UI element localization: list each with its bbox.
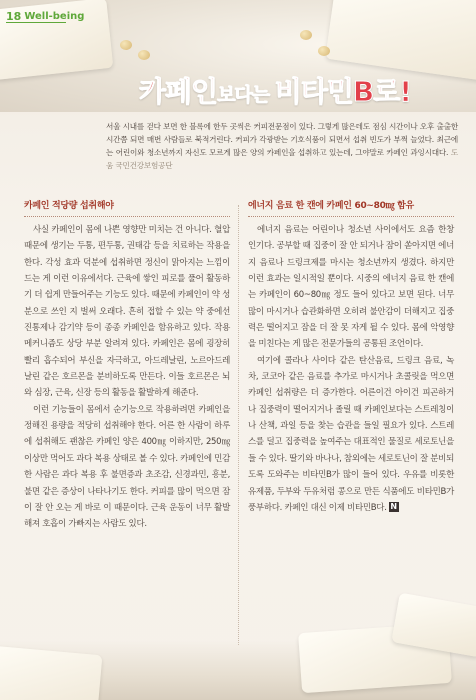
page-number: 18 xyxy=(6,9,22,23)
lead-paragraph xyxy=(106,120,458,172)
left-column xyxy=(24,200,230,533)
tofu-block-image xyxy=(0,645,102,700)
article-title xyxy=(110,70,440,114)
soybean-image xyxy=(138,50,150,60)
section-label: Well-being xyxy=(24,10,85,22)
column-divider xyxy=(238,205,239,645)
title-connector: 보다는 xyxy=(217,84,275,106)
left-paragraph-2: 이런 기능들이 몸에서 순기능으로 작용하려면 카페인을 정해진 용량을 적당히 섭취해야 한다. 어른 한 사람이 하루에 섭취해도 괜찮은 카페인 양은 400㎎ 이하지만, 250㎎ 이상만 먹어도 과다 복용 상태로 볼 수 있다. 카페인에 민감한 사람은 과다 복용 후 불면증과 초조감, 신경과민, 흥분, 불면 같은 증상이 나타나기도 한다. 커피를 많이 먹으면 잠이 잘 안 오는 게 바로 이 때문이다. 근육 운동이 너무 활발해져 호흡이 가빠지는 사람도 있다. xyxy=(24,404,230,530)
right-column xyxy=(248,200,454,516)
right-paragraph-2-text: 여기에 콜라나 사이다 같은 탄산음료, 드링크 음료, 녹차, 코코아 같은 음료를 추가로 마시거나 초콜릿을 먹으면 카페인 섭취량은 더 증가한다. 어른이건 아이건 피곤하거나 집중력이 떨어지거나 졸릴 때 카페인보다는 스트레칭이나 산책, 과일 등을 찾는 습관을 들일 필요가 있다. 스트레스를 덜고 집중력을 높여주는 대표적인 물질로 세로토닌을 들 수 있다. 딸기와 바나나, 참외에는 세로토닌이 잘 분비되도록 도와주는 비타민B가 많이 들어 있다. 우유를 비롯한 유제품, 두부와 두유처럼 콩으로 만든 식품에도 비타민B가 풍부하다. 카페인 대신 이제 비타민B다. xyxy=(248,355,454,513)
lead-text: 서울 시내를 걷다 보면 한 블록에 한두 곳씩은 커피전문점이 있다. 그렇게 많은데도 점심 시간이나 오후 출출한 시간쯤 되면 매번 사람들로 북적거린다. 커피가 각광받는 기호식품이 되면서 섭취 빈도가 부쩍 늘었다. 최근에는 어린이와 청소년까지 자신도 모르게 많은 양의 카페인을 섭취하고 있는데, 그야말로 카페인 과잉시대다. xyxy=(106,122,458,157)
left-column-heading: 카페인 적당량 섭취해야 xyxy=(24,200,230,217)
soybean-image xyxy=(120,40,132,50)
article-end-mark-icon: N xyxy=(390,502,397,512)
title-caffeine: 카페인 xyxy=(138,75,218,108)
right-paragraph-1: 에너지 음료는 어린이나 청소년 사이에서도 요즘 한창 인기다. 공부할 때 집중이 잘 안 되거나 잠이 쏟아지면 에너지 음료나 드링크제를 마시는 청소년까지 생겼다. 하지만 이런 효과는 일시적일 뿐이다. 시중의 에너지 음료 한 캔에는 카페인이 60~80㎎ 정도 들어 있다고 보면 된다. 너무 많이 마시거나 습관화하면 오히려 불안감이 더해지고 집중력은 떨어지고 잠을 더 잘 못 자게 될 수 있다. 몸에 악영향을 미친다는 게 많은 전문가들의 공통된 조언이다. xyxy=(248,225,454,350)
soybean-image xyxy=(300,30,312,40)
right-column-heading: 에너지 음료 한 캔에 카페인 60~80㎎ 함유 xyxy=(248,200,454,217)
title-vitamin-b: 비타민B로! xyxy=(274,75,412,108)
lead-source: 도움 국민건강보험공단 xyxy=(106,148,458,170)
right-paragraph-2 xyxy=(248,353,454,516)
header-rule xyxy=(6,22,66,23)
soybean-image xyxy=(318,46,330,56)
left-paragraph-1: 사실 카페인이 몸에 나쁜 영향만 미치는 건 아니다. 혈압 때문에 생기는 두통, 편두통, 권태감 등을 치료하는 작용을 한다. 각성 효과 덕분에 섭취하면 정신이 맑아지는 느낌이 드는 게 이런 이유에서다. 근육에 쌓인 피로를 풀어 활동하기 더 쉽게 만들어주는 기능도 있다. 때문에 카페인이 약 성분으로 쓰인 지 벌써 오래다. 흔히 접할 수 있는 약 중에선 진통제나 감기약 등이 종종 카페인을 함유하고 있다. 작용 메커니즘도 상당 부분 알려져 있다. 카페인은 몸에 굉장히 빨리 흡수되어 부신을 자극하고, 아드레날린, 노르아드레날린 같은 호르몬을 분비하도록 만든다. 이들 호르몬은 뇌와 심장, 근육, 신장 등의 활동을 활발하게 해준다. xyxy=(24,225,230,399)
